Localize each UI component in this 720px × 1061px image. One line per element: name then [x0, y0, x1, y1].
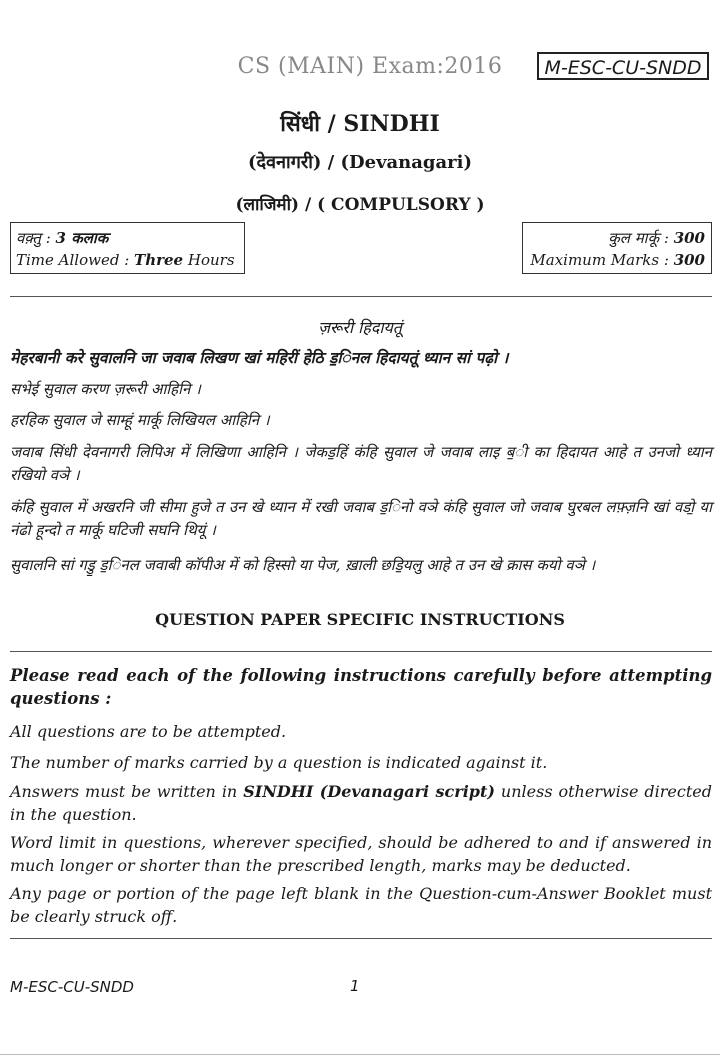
instruction-text: Answers must be written in	[10, 782, 244, 801]
sindhi-instruction-line: मेहरबानी करे सुवालनि जा जवाब लिखण खां महिरीं हेठि ड॒िनल हिदायतूं ध्यान सां पढ़ो ।	[10, 348, 509, 367]
sindhi-instruction-line: हरहिक सुवाल जे साम्हूं मार्कू लिखियल आहिनि ।	[10, 411, 270, 429]
paper-code-box: M-ESC-CU-SNDD	[537, 52, 709, 80]
page-number: 1	[350, 977, 360, 995]
time-label-sindhi: वक़्तु :	[16, 229, 56, 247]
divider	[10, 651, 712, 652]
important-instructions-heading: ज़रूरी हिदायतूं	[318, 318, 402, 337]
subject-title: सिंधी / SINDHI	[280, 111, 440, 137]
english-instruction-item: All questions are to be attempted.	[10, 722, 287, 741]
sindhi-instruction-line: कंहि सुवाल में अखरनि जी सीमा हुजे त उन खे ध्यान में रखी जवाब ड॒िनो वञे कंहि सुवाल जो जवाब घुरबल लफ़्ज़नि खां वडो॒ या नंढो हून्दो त मार्कू घटिजी सघनि थियूं ।	[10, 498, 712, 539]
english-instruction-item: Any page or portion of the page left blank in the Question-cum-Answer Booklet must be clearly struck off.	[10, 884, 712, 926]
marks-value-english: 300	[673, 251, 705, 269]
divider	[10, 296, 712, 297]
sindhi-instruction-line: सभेई सुवाल करण ज़रूरी आहिनि ।	[10, 380, 201, 398]
time-allowed-english	[16, 249, 239, 271]
time-value-english: Three	[134, 251, 184, 269]
marks-english	[529, 249, 705, 271]
exam-title: CS (MAIN) Exam:2016	[237, 54, 503, 79]
english-instruction-item	[10, 780, 712, 826]
time-unit-english: Hours	[183, 251, 235, 269]
sindhi-instruction-line: जवाब सिंधी देवनागरी लिपिअ में लिखिणा आहिनि । जेकड॒हिं कंहि सुवाल जे जवाब लाइ ब॒ी का हिदायत आहे त उनजो ध्यान रखियो वञे ।	[10, 443, 712, 484]
instruction-text: unless otherwise directed in the question.	[10, 782, 712, 824]
page-edge	[0, 1054, 720, 1055]
marks-label-english: Maximum Marks :	[530, 251, 674, 269]
english-instruction-item: The number of marks carried by a question is indicated against it.	[10, 753, 548, 772]
time-value-sindhi: 3 कलाक	[55, 229, 109, 247]
script-title: (देवनागरी) / (Devanagari)	[247, 152, 473, 173]
maximum-marks-box	[522, 222, 712, 274]
divider	[10, 938, 712, 939]
compulsory-title: (लाजिमी) / ( COMPULSORY )	[235, 195, 485, 215]
time-allowed-box	[10, 222, 245, 274]
english-instruction-item: Word limit in questions, wherever specified, should be adhered to and if answered in much longer or shorter than the prescribed length, marks may be deducted.	[10, 833, 712, 875]
time-label-english: Time Allowed :	[16, 251, 135, 269]
question-paper-instructions-heading: QUESTION PAPER SPECIFIC INSTRUCTIONS	[155, 610, 565, 629]
time-allowed-sindhi	[16, 227, 239, 249]
marks-sindhi	[529, 227, 705, 249]
sindhi-instruction-line: सुवालनि सां गडु॒ ड॒िनल जवाबी कॉपीअ में को हिस्सो या पेज, ख़ाली छडि॒यलु आहे त उन खे क्रास कयो वञे ।	[10, 556, 596, 574]
instruction-emphasis: SINDHI (Devanagari script)	[243, 782, 495, 801]
footer-paper-code: M-ESC-CU-SNDD	[10, 978, 134, 996]
english-instructions-intro: Please read each of the following instructions carefully before attempting questions :	[10, 666, 712, 708]
marks-value-sindhi: 300	[673, 229, 705, 247]
marks-label-sindhi: कुल मार्कू :	[608, 229, 674, 247]
